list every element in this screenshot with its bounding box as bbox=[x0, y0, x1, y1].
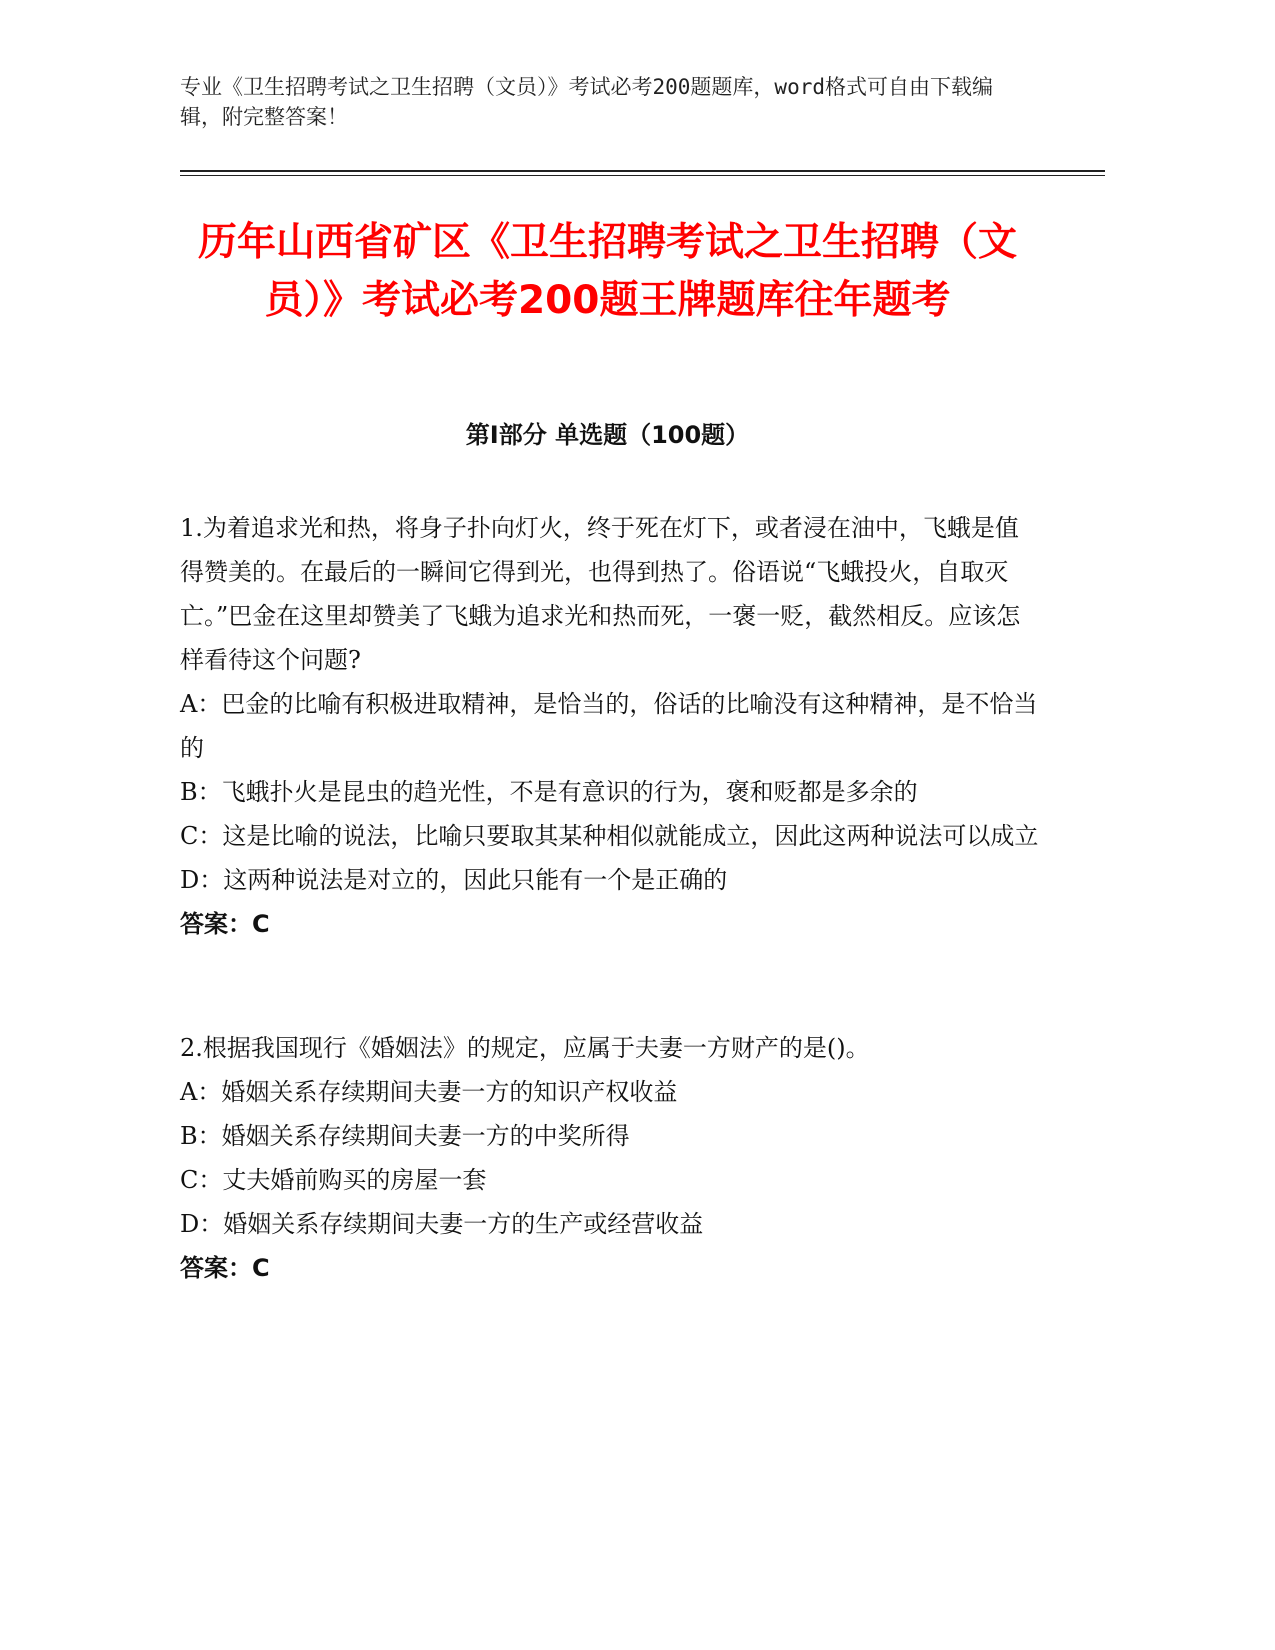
question-stem: 1.为着追求光和热，将身子扑向灯火，终于死在灯下，或者浸在油中，飞蛾是值得赞美的。在最后的一瞬间它得到光，也得到热了。俗语说“飞蛾投火，自取灭亡。”巴金在这里却赞美了飞蛾为追求光和热而死，一褒一贬，截然相反。应该怎样看待这个问题? bbox=[180, 514, 1021, 674]
option-a: A：婚姻关系存续期间夫妻一方的知识产权收益 bbox=[180, 1078, 678, 1106]
header-divider-thick bbox=[180, 170, 1105, 172]
header-note: 专业《卫生招聘考试之卫生招聘（文员）》考试必考200题题库，word格式可自由下载编辑，附完整答案！ bbox=[180, 75, 993, 129]
question-2 bbox=[180, 1026, 1040, 1290]
section-title: 第I部分 单选题（100题） bbox=[465, 421, 750, 449]
question-stem: 2.根据我国现行《婚姻法》的规定，应属于夫妻一方财产的是()。 bbox=[180, 1034, 870, 1062]
option-b: B：飞蛾扑火是昆虫的趋光性，不是有意识的行为，褒和贬都是多余的 bbox=[180, 778, 918, 806]
answer: 答案：C bbox=[180, 910, 270, 938]
option-d: D：这两种说法是对立的，因此只能有一个是正确的 bbox=[180, 866, 728, 894]
option-c: C：这是比喻的说法，比喻只要取其某种相似就能成立，因此这两种说法可以成立 bbox=[180, 822, 1039, 850]
question-1 bbox=[180, 506, 1040, 946]
answer: 答案：C bbox=[180, 1254, 270, 1282]
option-a: A：巴金的比喻有积极进取精神，是恰当的，俗话的比喻没有这种精神，是不恰当的 bbox=[180, 690, 1038, 762]
header-divider-thin bbox=[180, 175, 1105, 176]
document-title: 历年山西省矿区《卫生招聘考试之卫生招聘（文员）》考试必考200题王牌题库往年题考 bbox=[197, 220, 1017, 323]
option-c: C：丈夫婚前购买的房屋一套 bbox=[180, 1166, 487, 1194]
option-b: B：婚姻关系存续期间夫妻一方的中奖所得 bbox=[180, 1122, 630, 1150]
option-d: D：婚姻关系存续期间夫妻一方的生产或经营收益 bbox=[180, 1210, 704, 1238]
